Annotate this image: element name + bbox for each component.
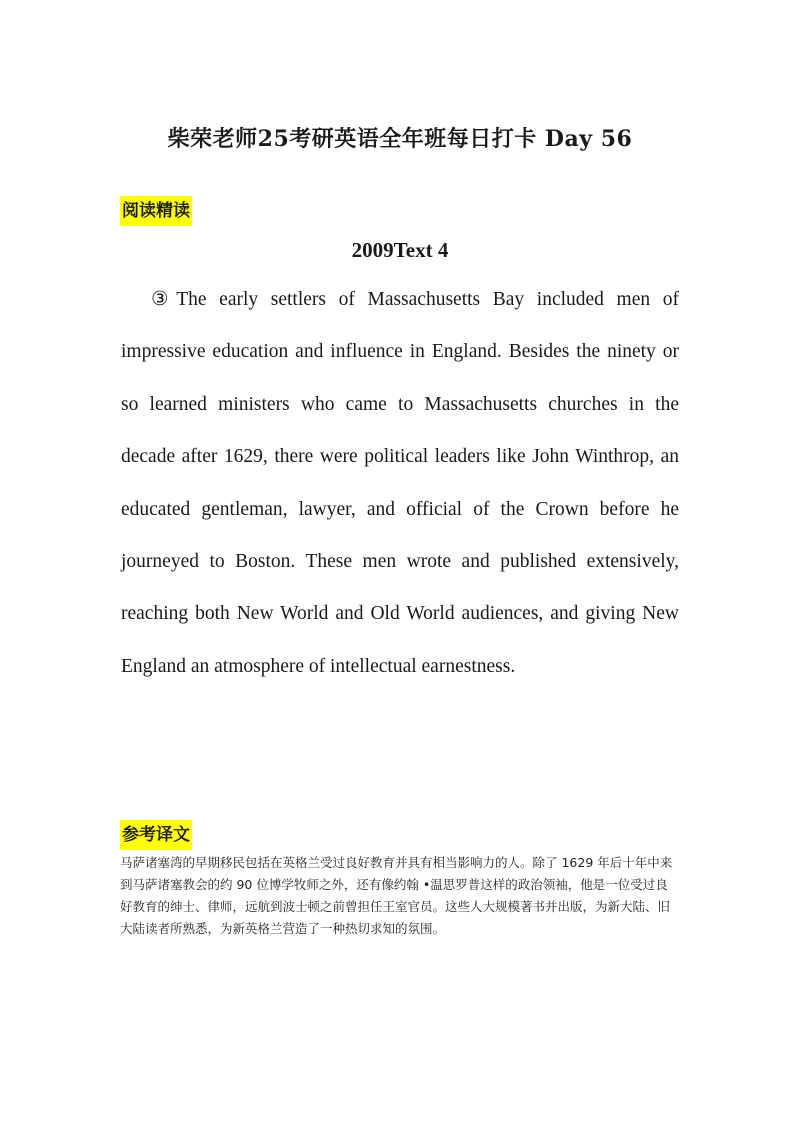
section-heading-translation: 参考译文 <box>120 820 192 850</box>
passage-paragraph: ③The early settlers of Massachusetts Bay included men of impressive education and influence in England. Besides the ninety or so learned ministers who came to Massachusetts churches in the decade after 1629, there were political leaders like John Winthrop, an educated gentleman, lawyer, and official of the Crown before he journeyed to Boston. These men wrote and published extensively, reaching both New World and Old World audiences, and giving New England an atmosphere of intellectual earnestness. <box>121 289 679 677</box>
section-heading-reading: 阅读精读 <box>120 196 192 226</box>
page-title: 柴荣老师25考研英语全年班每日打卡 Day 56 <box>167 126 633 152</box>
translation-paragraph: 马萨诸塞湾的早期移民包括在英格兰受过良好教育并具有相当影响力的人。除了 1629 年后十年中来到马萨诸塞教会的约 90 位博学牧师之外，还有像约翰 •温思罗普这样的政治领袖，他是一位受过良好教育的绅士、律师，远航到波士顿之前曾担任王室官员。这些人大规模著书并出版，为新大陆、旧大陆读者所熟悉，为新英格兰营造了一种热切求知的氛围。 <box>120 855 673 936</box>
passage-subtitle: 2009Text 4 <box>351 238 449 262</box>
